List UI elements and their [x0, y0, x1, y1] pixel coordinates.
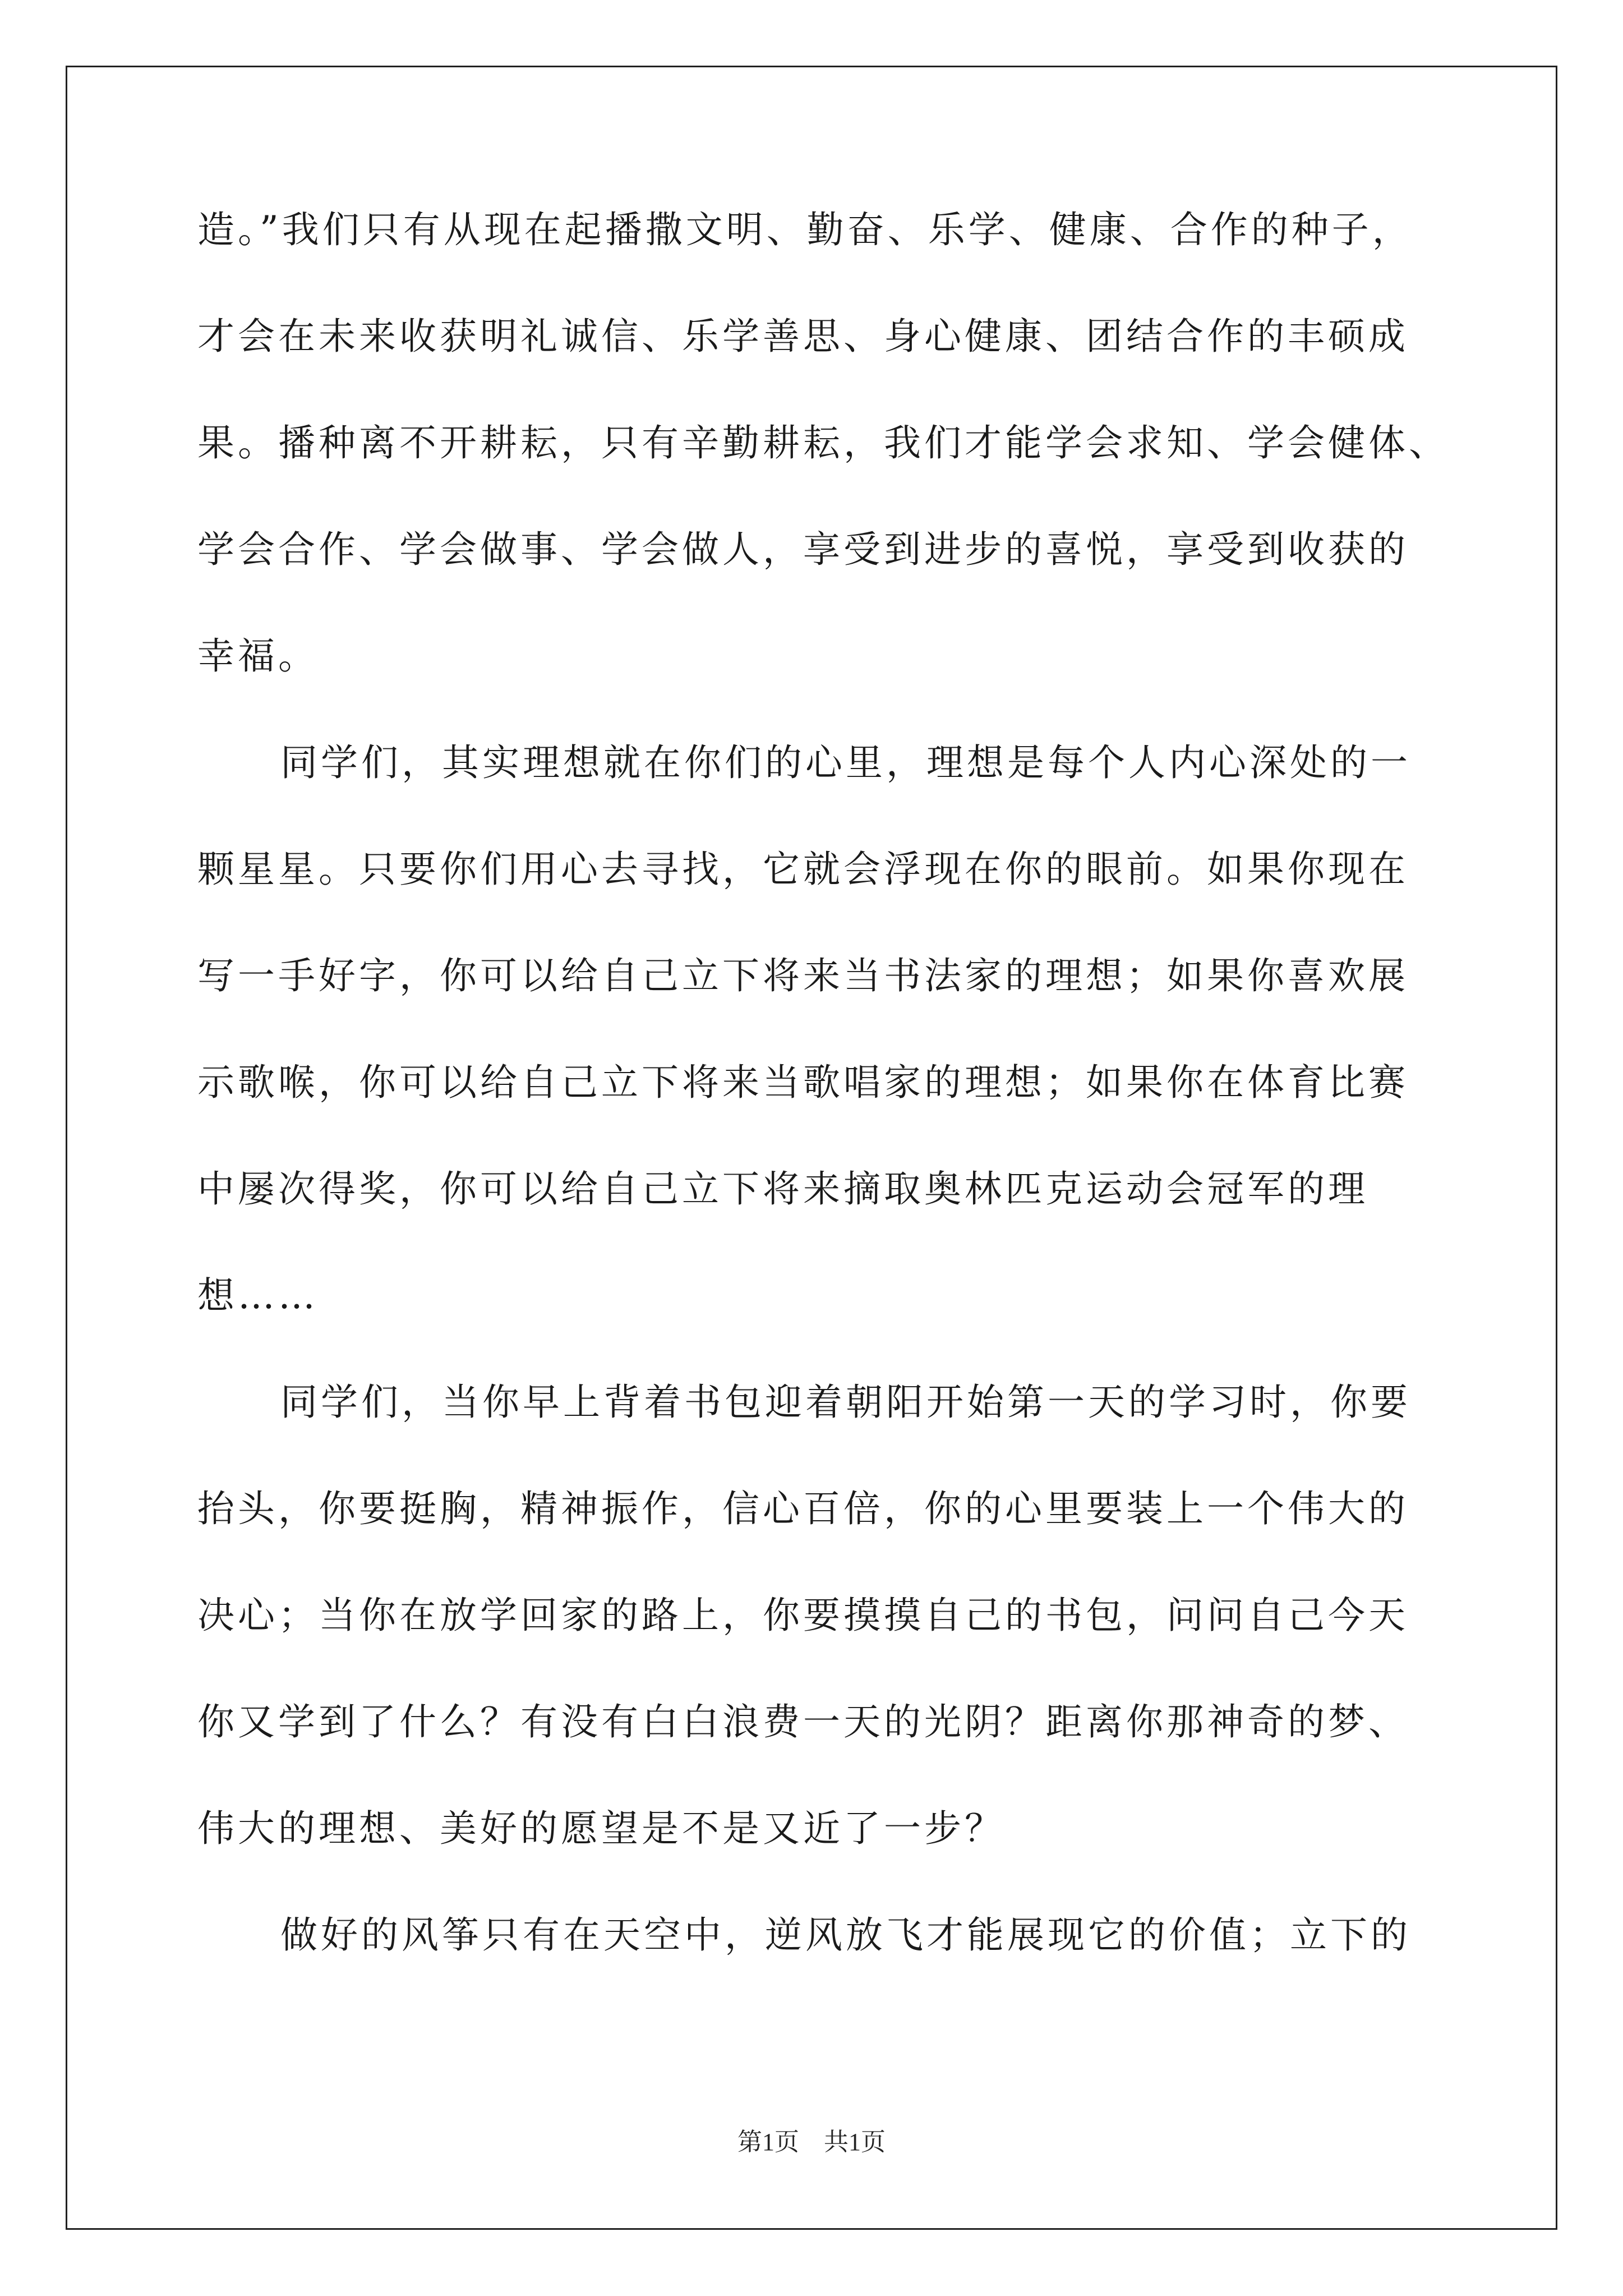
text-line: 你又学到了什么？有没有白白浪费一天的光阴？距离你那神奇的梦、 [197, 1700, 1409, 1743]
text-line: 颗星星。只要你们用心去寻找，它就会浮现在你的眼前。如果你现在 [197, 848, 1409, 891]
text-line: 想…… [197, 1274, 319, 1317]
paragraph-first-line: 同学们，当你早上背着书包迎着朝阳开始第一天的学习时，你要 [280, 1381, 1411, 1424]
text-line: 示歌喉，你可以给自己立下将来当歌唱家的理想；如果你在体育比赛 [197, 1061, 1409, 1104]
text-line: 幸福。 [197, 634, 319, 678]
text-line: 果。播种离不开耕耘，只有辛勤耕耘，我们才能学会求知、学会健体、 [197, 421, 1449, 464]
text-line: 伟大的理想、美好的愿望是不是又近了一步？ [197, 1807, 1005, 1850]
text-line: 造。”我们只有从现在起播撒文明、勤奋、乐学、健康、合作的种子， [197, 208, 1413, 251]
text-line: 学会合作、学会做事、学会做人，享受到进步的喜悦，享受到收获的 [197, 528, 1409, 571]
text-line: 才会在未来收获明礼诚信、乐学善思、身心健康、团结合作的丰硕成 [197, 315, 1409, 358]
document-body [197, 180, 1449, 1991]
paragraph-first-line: 做好的风筝只有在天空中，逆风放飞才能展现它的价值；立下的 [280, 1913, 1411, 1957]
text-line: 写一手好字，你可以给自己立下将来当书法家的理想；如果你喜欢展 [197, 954, 1409, 997]
text-line: 中屡次得奖，你可以给自己立下将来摘取奥林匹克运动会冠军的理 [197, 1167, 1368, 1211]
page-footer: 第1页 共1页 [737, 2128, 886, 2156]
paragraph-first-line: 同学们，其实理想就在你们的心里，理想是每个人内心深处的一 [280, 741, 1411, 784]
text-line: 决心；当你在放学回家的路上，你要摸摸自己的书包，问问自己今天 [197, 1594, 1409, 1637]
text-line: 抬头，你要挺胸，精神振作，信心百倍，你的心里要装上一个伟大的 [197, 1487, 1409, 1530]
